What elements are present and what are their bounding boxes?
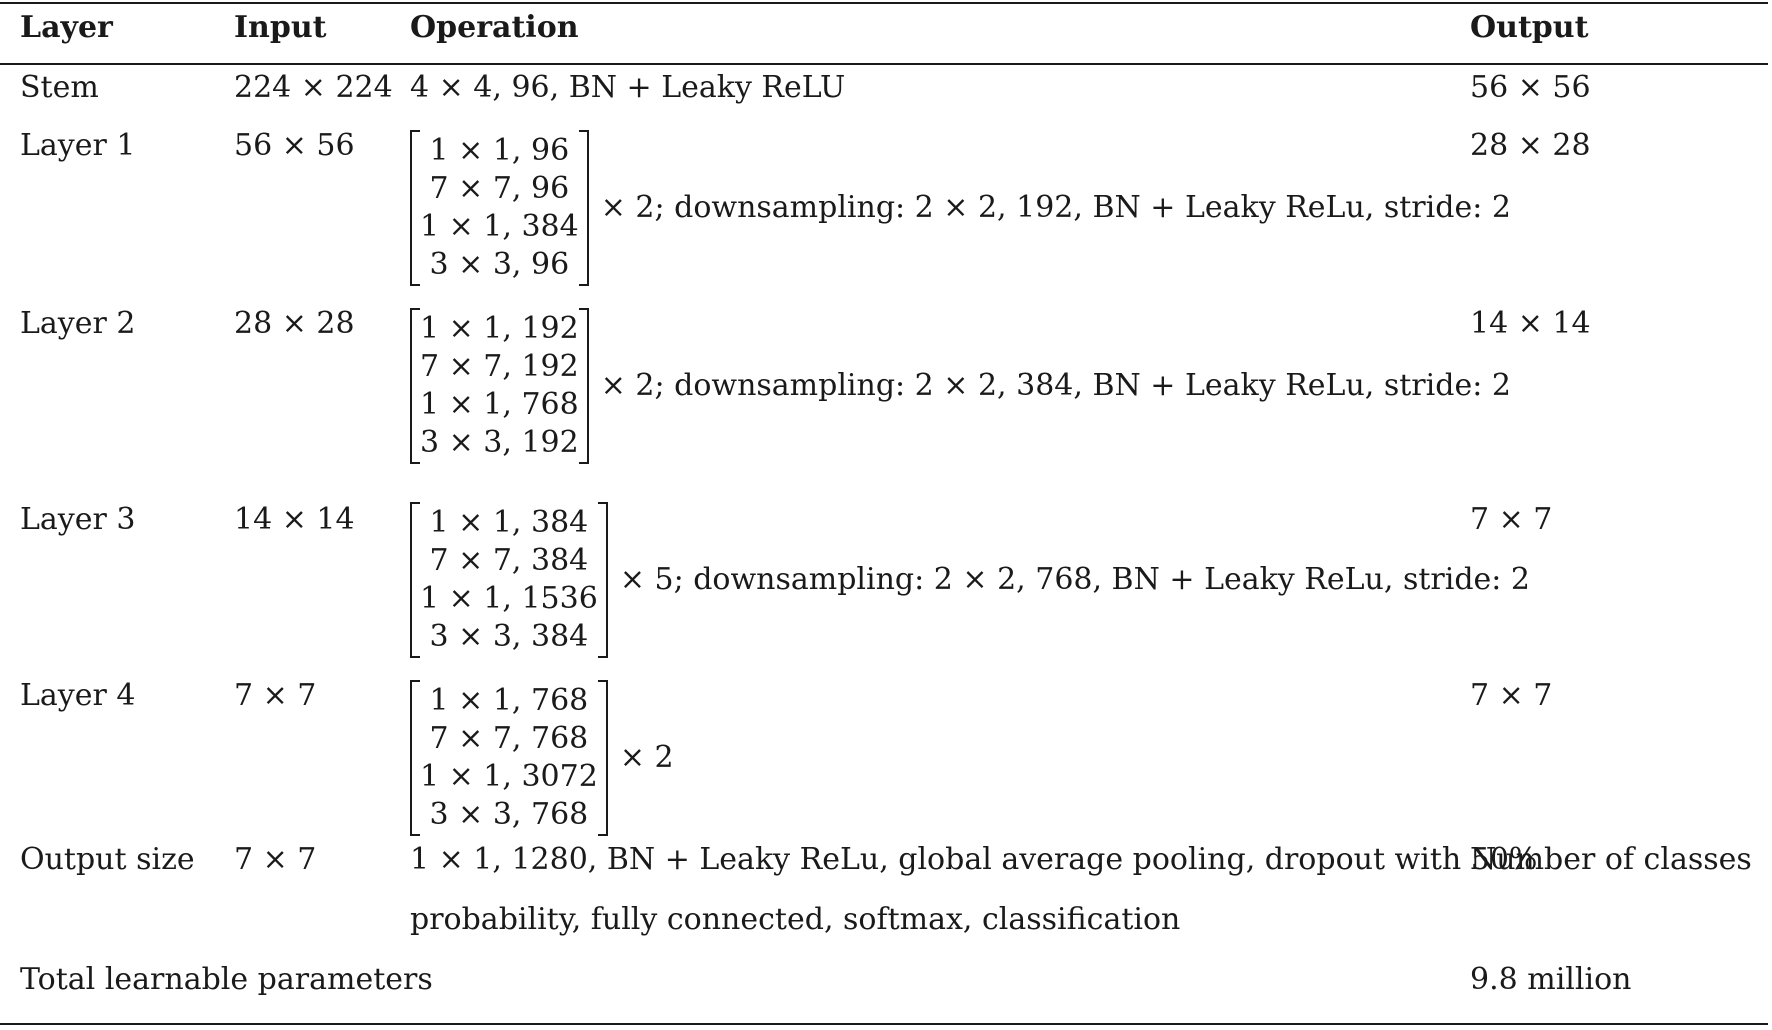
matrix-entry: 3 × 3, 192 [420,425,579,460]
matrix-entry: 7 × 7, 192 [420,349,579,384]
matrix-entry: 3 × 3, 768 [429,797,589,832]
row-output-size-output: Number of classes [1470,842,1752,877]
row-layer2-matrix [410,308,589,464]
row-output-size-input: 7 × 7 [234,842,317,877]
matrix-entry: 1 × 1, 1536 [420,581,598,616]
header-input: Input [234,10,327,45]
row-layer1-input: 56 × 56 [234,128,355,163]
row-layer4-repeat-text: × 2 [619,740,674,775]
row-total-params-label: Total learnable parameters [20,962,433,997]
matrix-entry: 1 × 1, 768 [420,387,579,422]
row-layer2-repeat-text: × 2; downsampling: 2 × 2, 384, BN + Leaky ReLu, stride: 2 [600,368,1511,403]
row-layer3-matrix [410,502,608,658]
row-layer2-layer: Layer 2 [20,306,136,341]
row-layer3-operation [410,502,1530,658]
header-layer: Layer [20,10,113,45]
row-output-size-layer: Output size [20,842,195,877]
matrix-entry: 1 × 1, 384 [429,505,589,540]
row-stem-output: 56 × 56 [1470,70,1591,105]
matrix-entry: 1 × 1, 3072 [420,759,598,794]
row-total-params-value: 9.8 million [1470,962,1632,997]
matrix-entry: 3 × 3, 384 [429,619,589,654]
row-layer3-output: 7 × 7 [1470,502,1553,537]
matrix-entry: 7 × 7, 768 [429,721,589,756]
row-output-size-operation-line1: 1 × 1, 1280, BN + Leaky ReLu, global average pooling, dropout with 50% [410,842,1538,877]
row-layer1-matrix [410,130,589,286]
row-stem-operation: 4 × 4, 96, BN + Leaky ReLU [410,70,846,105]
matrix-entry: 3 × 3, 96 [429,247,570,282]
row-layer4-input: 7 × 7 [234,678,317,713]
row-layer3-layer: Layer 3 [20,502,136,537]
row-layer1-operation [410,130,1511,286]
row-stem-input: 224 × 224 [234,70,393,105]
row-layer4-layer: Layer 4 [20,678,136,713]
row-output-size-operation-line2: probability, fully connected, softmax, classification [410,902,1181,937]
matrix-entry: 7 × 7, 96 [429,171,570,206]
row-layer1-repeat-text: × 2; downsampling: 2 × 2, 192, BN + Leaky ReLu, stride: 2 [600,190,1511,225]
row-layer2-operation [410,308,1511,464]
row-layer4-operation [410,680,674,836]
matrix-entry: 1 × 1, 768 [429,683,589,718]
table-bottom-rule [0,1023,1768,1025]
matrix-entry: 7 × 7, 384 [429,543,589,578]
row-layer1-layer: Layer 1 [20,128,136,163]
row-layer2-output: 14 × 14 [1470,306,1591,341]
row-layer4-matrix [410,680,608,836]
row-layer3-repeat-text: × 5; downsampling: 2 × 2, 768, BN + Leaky ReLu, stride: 2 [619,562,1531,597]
row-layer4-output: 7 × 7 [1470,678,1553,713]
header-output: Output [1470,10,1589,45]
row-layer3-input: 14 × 14 [234,502,355,537]
matrix-entry: 1 × 1, 192 [420,311,579,346]
matrix-entry: 1 × 1, 384 [420,209,579,244]
header-operation: Operation [410,10,579,45]
table-header-rule [0,63,1768,65]
table-top-rule [0,2,1768,4]
row-layer1-output: 28 × 28 [1470,128,1591,163]
matrix-entry: 1 × 1, 96 [429,133,570,168]
row-layer2-input: 28 × 28 [234,306,355,341]
row-stem-layer: Stem [20,70,99,105]
